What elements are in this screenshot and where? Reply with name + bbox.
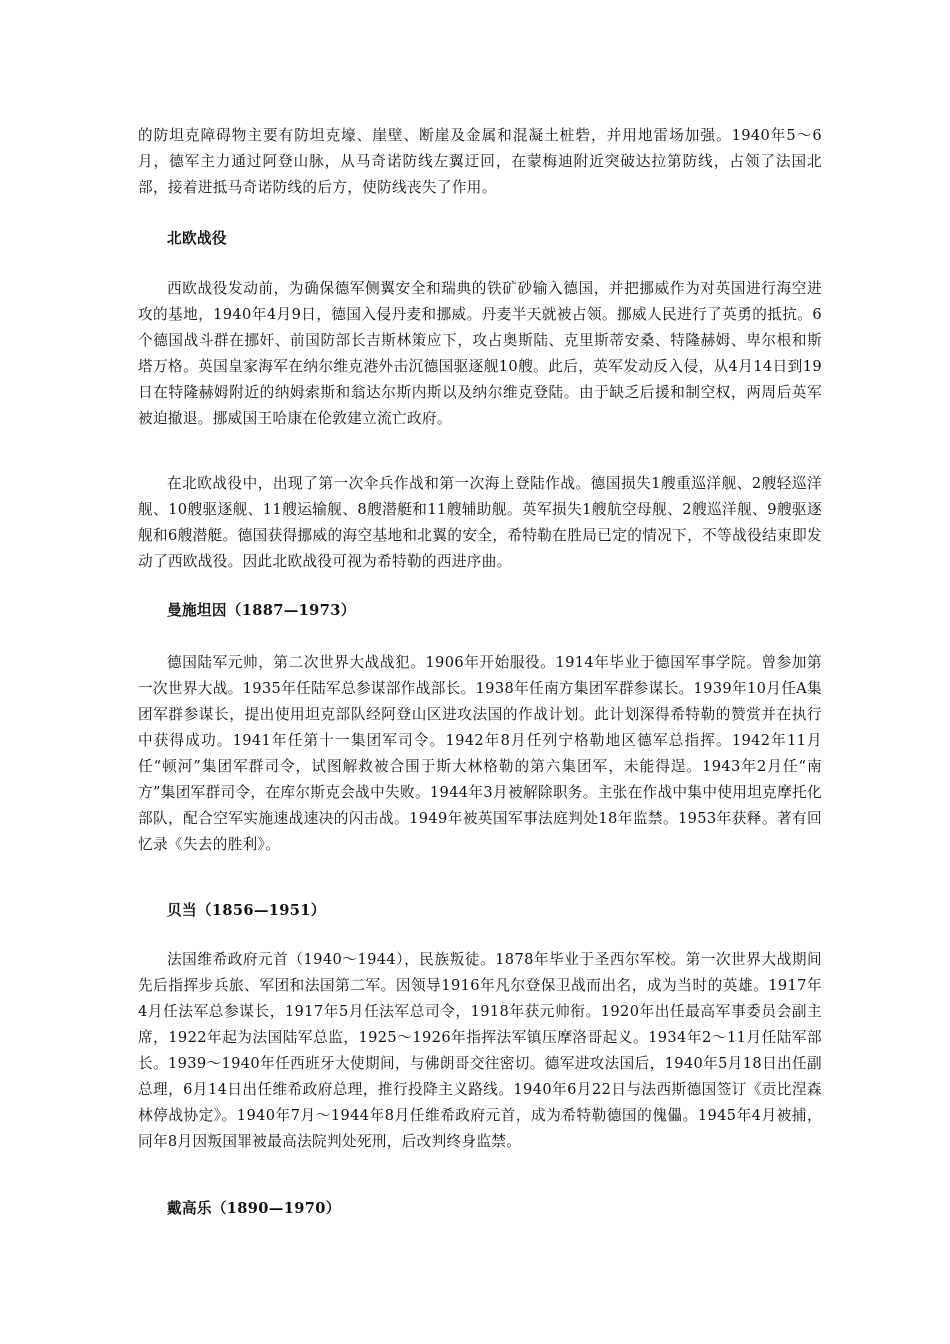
paragraph-northern-europe-outcome: 在北欧战役中，出现了第一次伞兵作战和第一次海上登陆作战。德国损失1艘重巡洋舰、2艘轻巡洋舰、10艘驱逐舰、11艘运输舰、8艘潜艇和11艘辅助舰。英军损失1艘航空母舰、2艘巡洋舰、9艘驱逐舰和6艘潜艇。德国获得挪威的海空基地和北翼的安全，希特勒在胜局已定的情况下，不等战役结束即发动了西欧战役。因此北欧战役可视为希特勒的西进序曲。: [138, 475, 822, 570]
paragraph-maginot-line-end: 的防坦克障碍物主要有防坦克壕、崖壁、断崖及金属和混凝土桩砦，并用地雷场加强。1940年5～6月，德军主力通过阿登山脉，从马奇诺防线左翼迂回，在蒙梅迪附近突破达拉第防线，占领了法国北部，接着进抵马奇诺防线的后方，使防线丧失了作用。: [138, 127, 822, 196]
heading-northern-europe-campaign: 北欧战役: [167, 230, 227, 247]
heading-de-gaulle: 戴高乐（1890—1970）: [167, 1200, 341, 1217]
paragraph-petain-biography: 法国维希政府元首（1940～1944），民族叛徒。1878年毕业于圣西尔军校。第一次世界大战期间先后指挥步兵旅、军团和法国第二军。因领导1916年凡尔登保卫战而出名，成为当时的英雄。1917年4月任法军总参谋长，1917年5月任法军总司令，1918年获元帅衔。1920年出任最高军事委员会副主席，1922年起为法国陆军总监，1925～1926年指挥法军镇压摩洛哥起义。1934年2～11月任陆军部长。1939～1940年任西班牙大使期间，与佛朗哥交往密切。德军进攻法国后，1940年5月18日出任副总理，6月14日出任维希政府总理，推行投降主义路线。1940年6月22日与法西斯德国签订《贡比涅森林停战协定》。1940年7月～1944年8月任维希政府元首，成为希特勒德国的傀儡。1945年4月被捕，同年8月因叛国罪被最高法院判处死刑，后改判终身监禁。: [138, 951, 822, 1150]
heading-manstein: 曼施坦因（1887—1973）: [167, 602, 356, 619]
paragraph-manstein-biography: 德国陆军元帅，第二次世界大战战犯。1906年开始服役。1914年毕业于德国军事学院。曾参加第一次世界大战。1935年任陆军总参谋部作战部长。1938年任南方集团军群参谋长。1939年10月任A集团军群参谋长，提出使用坦克部队经阿登山区进攻法国的作战计划。此计划深得希特勒的赞赏并在执行中获得成功。1941年任第十一集团军司令。1942年8月任列宁格勒地区德军总指挥。1942年11月任“顿河”集团军群司令，试图解救被合围于斯大林格勒的第六集团军，未能得逞。1943年2月任“南方”集团军群司令，在库尔斯克会战中失败。1944年3月被解除职务。主张在作战中集中使用坦克摩托化部队，配合空军实施速战速决的闪击战。1949年被英国军事法庭判处18年监禁。1953年获释。著有回忆录《失去的胜利》。: [138, 654, 822, 853]
paragraph-northern-europe-invasion: 西欧战役发动前，为确保德军侧翼安全和瑞典的铁矿砂输入德国，并把挪威作为对英国进行海空进攻的基地，1940年4月9日，德国入侵丹麦和挪威。丹麦半天就被占领。挪威人民进行了英勇的抵抗。6个德国战斗群在挪奸、前国防部长吉斯林策应下，攻占奥斯陆、克里斯蒂安桑、特隆赫姆、卑尔根和斯塔万格。英国皇家海军在纳尔维克港外击沉德国驱逐舰10艘。此后，英军发动反入侵，从4月14日到19日在特隆赫姆附近的纳姆索斯和翁达尔斯内斯以及纳尔维克登陆。由于缺乏后援和制空权，两周后英军被迫撤退。挪威国王哈康在伦敦建立流亡政府。: [138, 280, 822, 427]
heading-petain: 贝当（1856—1951）: [167, 902, 326, 919]
